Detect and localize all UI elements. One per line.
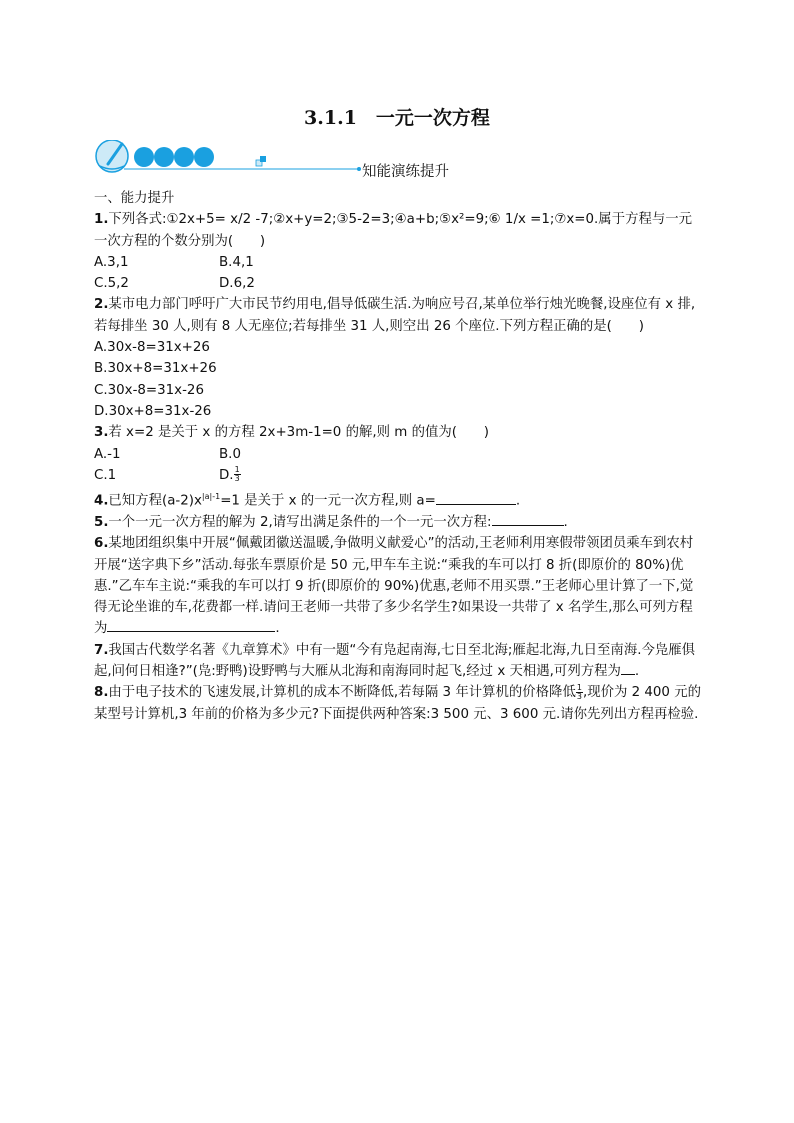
question-number: 5. xyxy=(94,514,109,530)
option-a: A.-1 xyxy=(94,446,121,462)
question-3 xyxy=(94,422,704,443)
exercise-content xyxy=(94,188,704,725)
option-d: D.6,2 xyxy=(219,276,255,292)
option-b: B.0 xyxy=(219,446,241,462)
dot-icon xyxy=(134,147,154,167)
question-1-text: 下列各式:①2x+5= x/2 -7;②x+y=2;③5-2=3;④a+b;⑤x²=9;⑥ 1/x =1;⑦x=0.属于方程与一元一次方程的个数分别为( ) xyxy=(94,212,693,249)
question-number: 1. xyxy=(94,212,109,228)
option-d: D. $\frac{1}{3}$ xyxy=(219,465,240,484)
fraction-one-third: $\frac{1}{3}$ xyxy=(234,465,240,484)
question-number: 7. xyxy=(94,642,109,658)
question-7: 7.我国古代数学名著《九章算术》中有一题“今有凫起南海,七日至北海;雁起北海,九日至南海.今凫雁俱起,问何日相逢?”(凫:野鸭)设野鸭与大雁从北海和南海同时起飞,经过 x 天相遇,可列方程为 . xyxy=(94,642,696,679)
question-8: 8.由于电子技术的飞速发展,计算机的成本不断降低,若每隔 3 年计算机的价格降低 $\frac{1}{3}$ ,现价为 2 400 元的某型号计算机,3 年前的价格为多少元?下面提供两种答案:3 500 元、3 600 元.请你先列出方程再检验. xyxy=(94,682,701,722)
question-2-text: 某市电力部门呼吁广大市民节约用电,倡导低碳生活.为响应号召,某单位举行烛光晚餐,设座位有 x 排,若每排坐 30 人,则有 8 人无座位;若每排坐 31 人,则空出 26 个座位.下列方程正确的是( ) xyxy=(94,297,696,334)
question-number: 6. xyxy=(94,536,109,552)
option-a: A.30x-8=31x+26 xyxy=(94,340,210,356)
answer-blank[interactable] xyxy=(621,662,635,675)
question-number: 4. xyxy=(94,493,109,509)
answer-blank[interactable] xyxy=(107,619,275,632)
question-1-options xyxy=(94,252,704,295)
dot-icon xyxy=(154,147,174,167)
question-number: 8. xyxy=(94,685,109,701)
option-c: C.1 xyxy=(94,467,117,483)
option-b: B.30x+8=31x+26 xyxy=(94,361,217,377)
dot-icon xyxy=(194,147,214,167)
question-3-options xyxy=(94,444,704,487)
question-1 xyxy=(94,209,704,252)
option-a: A.3,1 xyxy=(94,254,129,270)
answer-blank[interactable] xyxy=(492,513,564,526)
question-5: 5.一个一元一次方程的解为 2,请写出满足条件的一个一元一次方程: . xyxy=(94,514,568,530)
square-icon xyxy=(260,156,266,162)
question-2 xyxy=(94,294,704,337)
question-number: 3. xyxy=(94,425,109,441)
exponent: |a|-1 xyxy=(201,492,221,502)
option-c: C.5,2 xyxy=(94,276,129,292)
option-c: C.30x-8=31x-26 xyxy=(94,382,204,398)
option-d: D.30x+8=31x-26 xyxy=(94,403,212,419)
question-3-text: 若 x=2 是关于 x 的方程 2x+3m-1=0 的解,则 m 的值为( ) xyxy=(108,425,489,441)
question-4: 4.已知方程$(a-2)x^{|a|-1}=1$ 是关于 x 的一元一次方程,则 a= . xyxy=(94,492,521,509)
section-heading: 一、能力提升 xyxy=(94,191,175,206)
dot-icon xyxy=(174,147,194,167)
question-number: 2. xyxy=(94,297,109,313)
fraction-one-third: $\frac{1}{3}$ xyxy=(576,682,582,701)
banner-label: 知能演练提升 xyxy=(362,164,449,180)
question-6: 6.某地团组织集中开展“佩戴团徽送温暖,争做明义献爱心”的活动,王老师利用寒假带领团员乘车到农村开展“送字典下乡”活动.每张车票原价是 50 元,甲车车主说:“乘我的车可以打 8 折(即原价的 80%)优惠.”乙车车主说:“乘我的车可以打 9 折(即原价的 90%)优惠,老师不用买票.”王老师心里计算了一下,觉得无论坐谁的车,花费都一样.请问王老师一共带了多少名学生?如果设一共带了 x 名学生,那么可列方程为 . xyxy=(94,536,694,637)
answer-blank[interactable] xyxy=(436,492,516,505)
page-title: 3.1.1 一元一次方程 xyxy=(304,107,490,129)
option-b: B.4,1 xyxy=(219,254,254,270)
